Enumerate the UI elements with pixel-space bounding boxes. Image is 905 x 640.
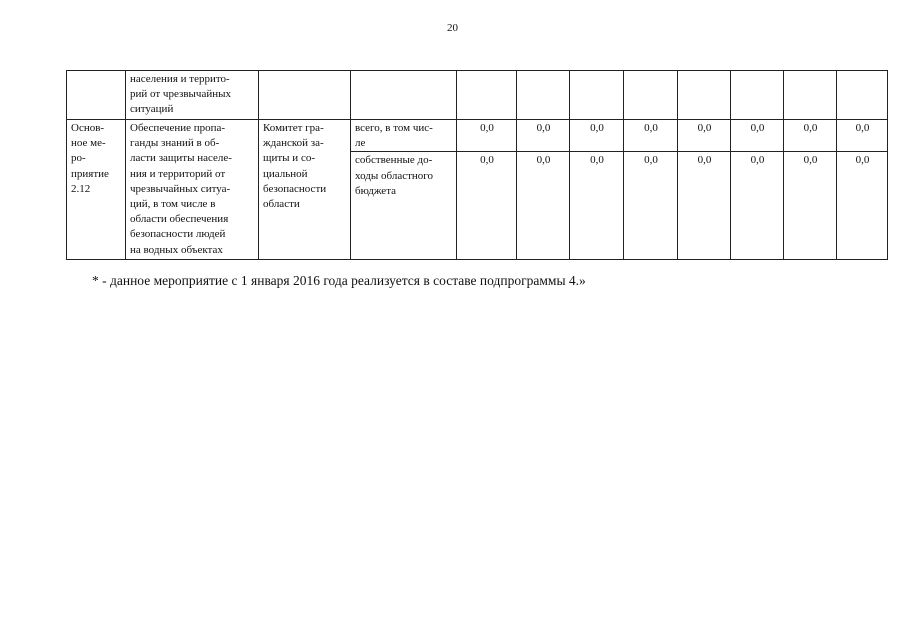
value-cell — [837, 71, 888, 120]
value-cell: 0,0 — [678, 152, 731, 260]
executor-cell: Комитет гра- жданской за- щиты и со- циальной безопасности области — [259, 120, 351, 260]
value-cell: 0,0 — [837, 120, 888, 152]
value-cell: 0,0 — [570, 152, 624, 260]
table-row-total — [67, 120, 888, 152]
funding-source-cell: собственные до- ходы областного бюджета — [351, 152, 457, 260]
value-cell — [570, 71, 624, 120]
executor-cell — [259, 71, 351, 120]
value-cell — [624, 71, 678, 120]
value-cell: 0,0 — [784, 152, 837, 260]
code-cell — [67, 71, 126, 120]
measure-name-cell: населения и террито- рий от чрезвычайных ситуаций — [126, 71, 259, 120]
footnote: * - данное мероприятие с 1 января 2016 года реализуется в составе подпрограммы 4.» — [92, 273, 586, 288]
value-cell: 0,0 — [731, 152, 784, 260]
value-cell: 0,0 — [837, 152, 888, 260]
value-cell — [731, 71, 784, 120]
value-cell: 0,0 — [570, 120, 624, 152]
table-row-continuation — [67, 71, 888, 120]
funding-source-cell: всего, в том чис- ле — [351, 120, 457, 152]
value-cell: 0,0 — [784, 120, 837, 152]
value-cell: 0,0 — [517, 152, 570, 260]
value-cell — [784, 71, 837, 120]
value-cell: 0,0 — [731, 120, 784, 152]
value-cell: 0,0 — [517, 120, 570, 152]
measure-name-cell: Обеспечение пропа- ганды знаний в об- ласти защиты населе- ния и территорий от чрезвычайных ситуа- ций, в том числе в области обеспечения безопасности людей на водных объектах — [126, 120, 259, 260]
measure-code-cell: Основ- ное ме- ро- приятие 2.12 — [67, 120, 126, 260]
value-cell: 0,0 — [624, 152, 678, 260]
value-cell: 0,0 — [624, 120, 678, 152]
value-cell: 0,0 — [457, 120, 517, 152]
value-cell: 0,0 — [678, 120, 731, 152]
value-cell: 0,0 — [457, 152, 517, 260]
page-number: 20 — [447, 22, 458, 34]
source-cell — [351, 71, 457, 120]
budget-table — [66, 70, 888, 260]
value-cell — [517, 71, 570, 120]
value-cell — [678, 71, 731, 120]
value-cell — [457, 71, 517, 120]
